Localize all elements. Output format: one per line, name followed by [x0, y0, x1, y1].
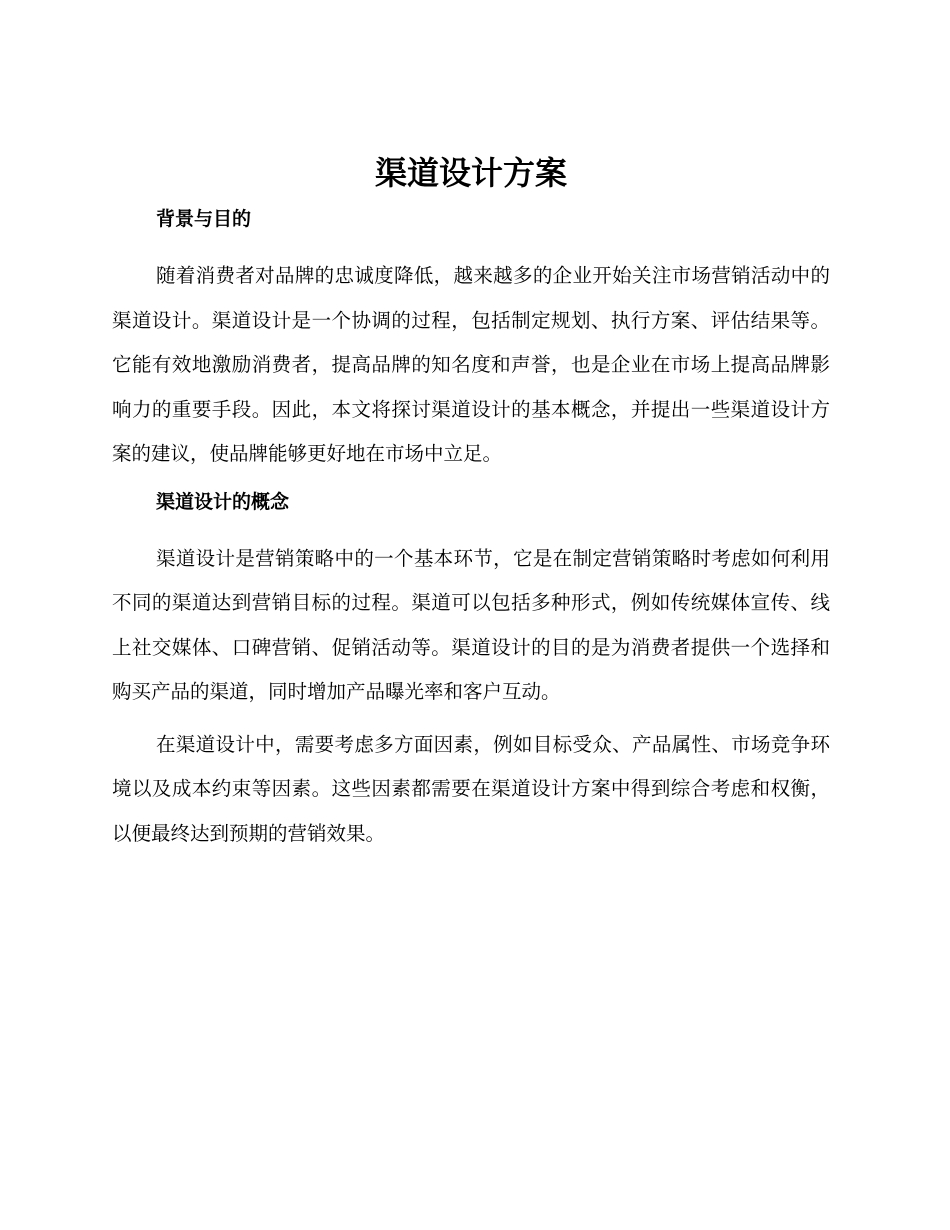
section-heading-background: 背景与目的	[156, 208, 252, 230]
paragraph-concept-factors: 在渠道设计中，需要考虑多方面因素，例如目标受众、产品属性、市场竞争环境以及成本约束等因素。这些因素都需要在渠道设计方案中得到综合考虑和权衡，以便最终达到预期的营销效果。	[112, 732, 830, 845]
section-heading-concept: 渠道设计的概念	[156, 490, 290, 513]
document-page	[112, 150, 830, 856]
paragraph-background: 随着消费者对品牌的忠诚度降低，越来越多的企业开始关注市场营销活动中的渠道设计。渠道设计是一个协调的过程，包括制定规划、执行方案、评估结果等。它能有效地激励消费者，提高品牌的知名度和声誉，也是企业在市场上提高品牌影响力的重要手段。因此，本文将探讨渠道设计的基本概念，并提出一些渠道设计方案的建议，使品牌能够更好地在市场中立足。	[112, 264, 830, 465]
paragraph-concept-definition: 渠道设计是营销策略中的一个基本环节，它是在制定营销策略时考虑如何利用不同的渠道达到营销目标的过程。渠道可以包括多种形式，例如传统媒体宣传、线上社交媒体、口碑营销、促销活动等。渠道设计的目的是为消费者提供一个选择和购买产品的渠道，同时增加产品曝光率和客户互动。	[112, 546, 830, 703]
document-title: 渠道设计方案	[374, 154, 567, 192]
